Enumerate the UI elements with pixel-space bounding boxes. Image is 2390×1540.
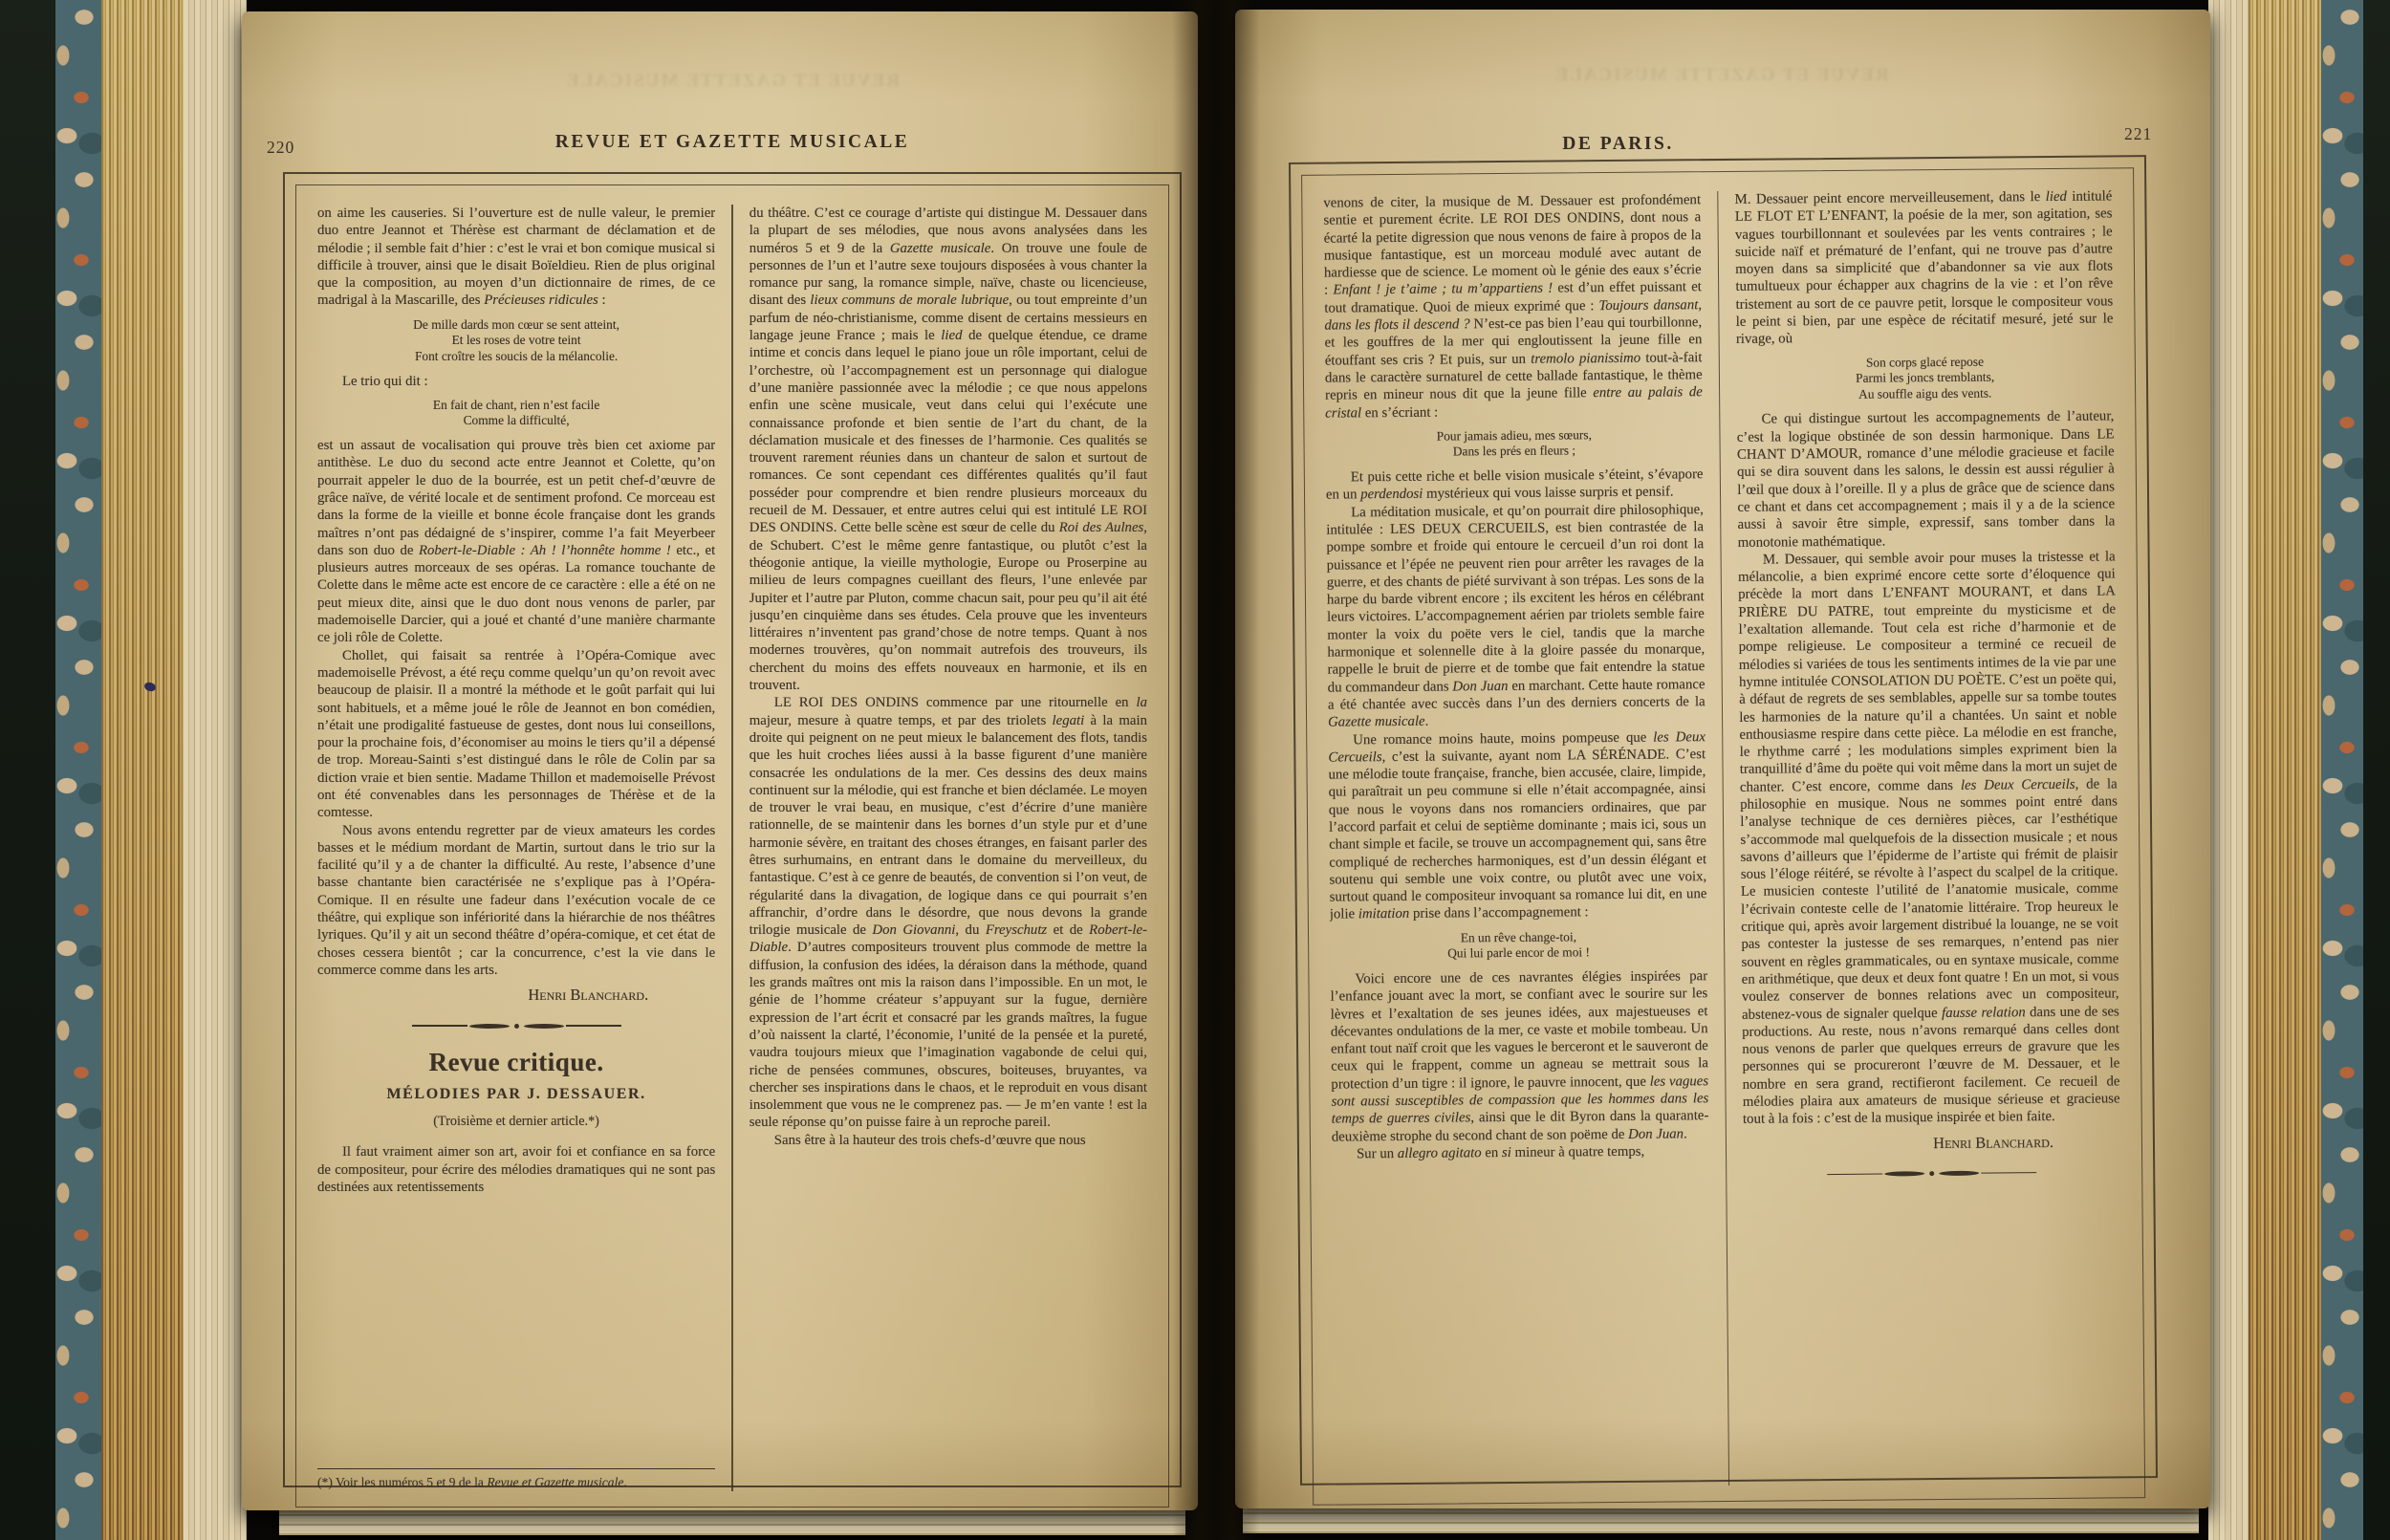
verse-quote: Pour jamais adieu, mes sœurs, Dans les prés en fleurs ;: [1436, 427, 1592, 459]
left-page-block-edges: [101, 0, 184, 1540]
paragraph: LE ROI DES ONDINS commence par une ritournelle en la majeur, mesure à quatre temps, et par des triolets legati à la main droite qui peignent on ne peut mieux le balancement des flots, tandis que les huit croches liées aussi à la basse figurent d’une manière consacrée les ondulations de la mer. Ces dessins des deux mains continuent sur la mélodie, qui est franche et bien déclamée. Le moyen de trouver le vrai beau, en musique, c’est d’écrire d’une manière rationnelle, de se maintenir dans les bornes d’un style pur et d’une harmonie sévère, en traitant des choses étranges, en faisant parler des êtres surhumains, en entrant dans le domaine du merveilleux, du fantastique. C’est à ce genre de beautés, de convention si l’on veut, de régularité dans la divagation, de logique dans ce qui pourrait s’en affranchir, d’ordre dans le désordre, que nous devons la grande trilogie musicale de Don Giovanni, du Freyschutz et de Robert-le-Diable. D’autres compositeurs trouvent plus commode de mettre la diffusion, la confusion des idées, la déraison dans la méthode, quand les grands maîtres ont mis la raison dans l’impossible. En un mot, le génie de l’homme créateur s’appuyant sur la fugue, dernière expression de l’art écrit et consacré par les grands maîtres, la fugue d’où naissent la clarté, l’économie, l’unité de la pensée et la pureté, vaudra toujours mieux que l’imagination vagabonde de celui qui, riche de pensées communes, obscures, boiteuses, bruyantes, va chercher ses inspirations dans le chaos, et le reproduit en vous disant insolemment que vous ne le comprenez pas. — Je m’en vante ! est la seule réponse qu’on puisse faire à un reproche pareil.: [749, 695, 1147, 1131]
running-title-right: DE PARIS.: [1562, 134, 1674, 154]
paragraph: Nous avons entendu regretter par de vieux amateurs les cordes basses et le médium mordant de Martin, surtout dans le trio sur la facilité qu’il y a de chanter la difficulté. Au reste, l’absence d’une basse chantante bien caractérisée ne s’explique pas à l’Opéra-Comique. Il en résulte une fadeur dans l’exécution vocale de ce théâtre, qui explique son infériorité dans la hiérarchie de nos théâtres lyriques. Qu’il y ait un second théâtre d’opéra-comique, et cet état de choses cessera bientôt ; car la concurrence, c’est la vie dans le commerce comme dans les arts.: [317, 822, 716, 978]
column-divider-rule: [1717, 191, 1729, 1486]
bleed-through-text: REVUE ET GAZETTE MUSICALE: [564, 71, 901, 91]
paragraph: M. Dessauer peint encore merveilleusement, dans le lied intitulé LE FLOT ET L’ENFANT, la poésie de la mer, son agitation, ses vagues tourbillonnant et soulevées par les vents contraires ; le suicide naïf et prématuré de l’enfant, qui ne trouve pas d’autre moyen dans sa simplicité que d’abandonner sa vie aux flots tumultueux pour échapper aux chagrins de la vie : et l’on rêve tristement au sort de ce pauvre petit, lorsque le compositeur vous le peint si bien, par une espèce de récitatif mesuré, jeté sur le rivage, où: [1734, 188, 2114, 348]
article-subtitle: MÉLODIES PAR J. DESSAUER.: [386, 1085, 646, 1102]
paragraph: venons de citer, la musique de M. Dessauer est profondément sentie et purement écrite. LE ROI DES ONDINS, dont nous a écarté la petite digression que nous venons de faire à propos de la musique fantastique, est un morceau modulé avec autant de hardiesse que de science. Le moment où le génie des eaux s’écrie : Enfant ! je t’aime ; tu m’appartiens ! est d’un effet puissant et tout dramatique. Quoi de mieux exprimé que : Toujours dansant, dans les flots il descend ? N’est-ce pas bien l’eau qui tourbillonne, et les gouffres de la mer qui engloutissent la jeune fille en étouffant ses cris ? Et puis, sur un tremolo pianissimo tout-à-fait dans le caractère surnaturel de cette ballade fantastique, le thème repris en mineur nous dit que la jeune fille entre au palais de cristal en s’écriant :: [1323, 192, 1703, 422]
footnote: (*) Voir les numéros 5 et 9 de la Revue et Gazette musicale.: [317, 1468, 715, 1491]
left-marbled-endpaper-edge: [55, 0, 101, 1540]
text-frame-left: [283, 172, 1182, 1490]
left-page: [242, 11, 1198, 1510]
paragraph: La méditation musicale, et qu’on pourrait dire philosophique, intitulée : LES DEUX CERCUEILS, est bien contrastée de la pompe sombre et froide qui entoure le cercueil d’un roi dont la puissance et l’épée ne peuvent rien pour arrêter les ravages de la guerre, et des chants de piété survivant à son trépas. Les sons de la harpe du barde vibrent encore ; ils excitent les héros en célébrant leurs victoires. L’accompagnement aérien par triolets semble faire monter la voix du poëte vers le ciel, tandis que la marche harmonique et solennelle dite à la gloire passée du monarque, rappelle le bruit de pierre et de tombe que fait entendre la statue du commandeur dans Don Juan en marchant. Cette haute romance a été chantée avec succès dans l’un des derniers concerts de la Gazette musicale.: [1326, 501, 1706, 730]
paragraph: Sans être à la hauteur des trois chefs-d’œuvre que nous: [773, 1132, 1086, 1148]
paragraph: Chollet, qui faisait sa rentrée à l’Opéra-Comique avec mademoiselle Prévost, a été reçu comme quelqu’un qu’on revoit avec beaucoup de plaisir. Il a montré la méthode et le goût parfait qui lui sont habituels, et a même joué le rôle de Jeannot en bon comédien, n’était une prodigalité fastueuse de gestes, dont nous lui conseillons, pour la prochaine fois, d’économiser au moins le tiers qu’il a dépensé de trop. Moreau-Sainti s’est distingué dans le rôle de Colin par sa diction vraie et bien sentie. Madame Thillon et mademoiselle Prévost ont été convenables dans les personnages de Thérèse et de la comtesse.: [317, 647, 716, 821]
section-divider-ornament: [317, 1024, 715, 1029]
right-book-cover: [2363, 0, 2390, 1540]
column-divider-rule: [731, 205, 733, 1491]
right-page: [1235, 10, 2210, 1508]
paragraph: Il faut vraiment aimer son art, avoir foi et confiance en sa force de compositeur, pour écrire des mélodies dramatiques qui ne sont pas destinées aux retentissements: [317, 1144, 716, 1196]
paragraph: Le trio qui dit :: [342, 373, 428, 389]
text-frame-inner-left: [295, 184, 1169, 1507]
verse-quote: Son corps glacé repose Parmi les joncs tremblants, Au souffle aigu des vents.: [1856, 354, 1995, 401]
text-frame-right: [1289, 155, 2158, 1486]
left-book-cover: [0, 0, 55, 1540]
running-title-left: REVUE ET GAZETTE MUSICALE: [554, 132, 910, 152]
author-signature: Henri Blanchard.: [528, 986, 649, 1005]
paragraph: Voici encore une de ces navrantes élégies inspirées par l’enfance jouant avec la mort, se confiant avec le sourire sur les lèvres et l’exaltation de ses jeunes idées, aux majestueuses et décevantes ondulations de la mer, ce vaste et mobile tombeau. Un enfant tout naïf croit que les vagues le berceront et le sauveront de ceux qui le frappent, comme un agneau se mettrait sous la protection d’un tigre : il ignore, le pauvre innocent, que les vagues sont aussi susceptibles de compassion que les hommes dans les temps de guerres civiles, ainsi que le dit Byron dans la quarante-deuxième strophe du second chant de son poëme de Don Juan.: [1330, 968, 1709, 1145]
author-signature: Henri Blanchard.: [1933, 1132, 2054, 1152]
verse-quote: En fait de chant, rien n’est facile Comme la difficulté,: [432, 397, 600, 428]
paragraph: Et puis cette riche et belle vision musicale s’éteint, s’évapore en un perdendosi mystérieux qui vous laisse surpris et pensif.: [1325, 466, 1704, 503]
left-page-column-1: [317, 205, 715, 1491]
paragraph: M. Dessauer, qui semble avoir pour muses la tristesse et la mélancolie, a bien exprimé encore cette sorte d’éloquence qui précède la mort dans L’ENFANT MOURANT, et dans LA PRIÈRE DU PATRE, tout empreinte du mysticisme et de l’exaltation allemande. Tout cela est riche d’harmonie et de pompe religieuse. Le compositeur a terminé ce recueil de mélodies si variées de tous les sentiments intimes de la vie par une hymne intitulée CONSOLATION DU POÈTE. C’est un poëte qui, à défaut de regrets de ses semblables, appelle sur sa tombe toutes les harmonies de la nature qu’il a chantées. Un saint et noble enthousiasme respire dans cette pièce. La mélodie en est franche, le rhythme carré ; les modulations simples expriment bien la tranquillité d’âme du poëte qui voit même dans la mort un sujet de chanter. C’est encore, comme dans les Deux Cercueils, de la philosophie en musique. Nous ne sommes point entré dans l’analyse technique de ces dernières pièces, car l’esthétique s’accommode mal quelquefois de la dissection musicale ; et nous savons d’ailleurs que l’épiderme de l’artiste qui frémit de plaisir sous l’éloge réitéré, se révolte à l’aspect du scalpel de la critique. Le musicien conteste l’utilité de l’anatomie musicale, comme l’écrivain conteste celle de l’anatomie littéraire. Trop heureux le critique qui, après avoir largement distribué la louange, ne se voit pas contester la justesse de ses remarques, n’entend pas nier souvent en règles grammaticales, ou en syntaxe musicale, comme en arithmétique, que deux et deux font quatre ! En un mot, si vous voulez conserver de bonnes relations avec un compositeur, abstenez-vous de signaler quelque fausse relation dans une de ses productions. Au reste, nous n’avons remarqué dans celles dont nous venons de parler que quelques erreurs de gravure que les personnes qui se procureront l’œuvre de M. Dessauer, et le nombre en sera grand, rectifieront facilement. Ce recueil de mélodies plaira aux amateurs de musique sérieuse et gracieuse tout à la fois : c’est de la musique inspirée et bien faite.: [1738, 549, 2120, 1128]
section-divider-ornament: [1744, 1169, 2121, 1177]
bleed-through-text: REVUE ET GAZETTE MUSICALE: [1554, 65, 1889, 85]
article-title: Revue critique.: [428, 1047, 604, 1076]
verse-quote: En un rêve change-toi, Qui lui parle encor de moi !: [1447, 929, 1590, 961]
left-fanned-page-edges: [184, 0, 247, 1540]
paragraph: Sur un allegro agitato en si mineur à quatre temps,: [1356, 1143, 1645, 1162]
right-page-block-edges: [2249, 0, 2321, 1540]
paragraph: Une romance moins haute, moins pompeuse que les Deux Cercueils, c’est la suivante, ayant nom LA SÉRÉNADE. C’est une mélodie toute française, franche, bien accusée, claire, limpide, qui paraîtrait un peu commune si elle n’était accompagnée, ainsi que nous le voyons dans nos romanciers ordinaires, que par l’accord parfait et celui de septième dominante ; mais ici, sous un chant simple et facile, se trouve un accompagnement qui, sans être compliqué de recherches harmoniques, est d’un dessin élégant et soutenu qui semble une voix contre, ou plutôt avec une voix, surtout quand le compositeur invoquant sa romance lui dit, en une jolie imitation prise dans l’accompagnement :: [1328, 728, 1707, 923]
right-marbled-endpaper-edge: [2321, 0, 2363, 1540]
paragraph: est un assaut de vocalisation qui prouve très bien cet axiome par antithèse. Le duo du second acte entre Jeannot et Colette, qu’on pourrait appeler le duo de la bourrée, est un petit chef-d’œuvre de grâce naïve, de vérité locale et de sentiment profond. Ce morceau est dans la forme de la vieille et bonne école française dont les grands maîtres n’ont pas dédaigné de s’inspirer, comme l’a fait Meyerbeer dans son duo de Robert-le-Diable : Ah ! l’honnête homme ! etc., et plusieurs autres morceaux de ses opéras. La romance touchante de Colette dans le même acte est encore de ce caractère : elle a été on ne peut mieux dite, ainsi que le duo dont nous venons de parler, par mademoiselle Darcier, qui a joué et chanté d’une manière charmante ce joli rôle de Colette.: [317, 438, 716, 646]
article-note: (Troisième et dernier article.*): [433, 1114, 599, 1130]
paragraph: on aime les causeries. Si l’ouverture est de nulle valeur, le premier duo entre Jeannot et Thérèse est charmant de déclamation et de mélodie ; il semble fait d’hier : c’est le vrai et bon comique musical si difficile à trouver, ainsi que le disait Boïeldieu. Rien de plus original que la composition, au moyen d’un dictionnaire de rimes, de ce madrigal à la Mascarille, des Précieuses ridicules :: [317, 206, 716, 309]
text-frame-inner-right: [1301, 167, 2145, 1506]
paragraph: du théâtre. C’est ce courage d’artiste qui distingue M. Dessauer dans la plupart de ses mélodies, que nous avons analysées dans les numéros 5 et 9 de la Gazette musicale. On trouve une foule de personnes de l’un et l’autre sexe toujours disposées à vous chanter la romance pur sang, la romance simple, naïve, chaste ou licencieuse, disant des lieux communs de morale lubrique, ou tout empreinte d’un parfum de néo-christianisme, comme disent de certains messieurs en langage jeune France ; mais le lied de quelque étendue, ce drame intime et concis dans lequel le piano joue un rôle important, celui de l’orchestre, où l’accompagnement est un personnage qui dialogue d’une manière passionnée avec la mélodie ; ce que nous appelons enfin une scène musicale, veut dans celui qui l’exécute une connaissance profonde et bien sentie de l’art du chant, de la déclamation musicale et des finesses de l’harmonie. Ces qualités se trouvent rarement réunies dans un chanteur de salon et surtout de romances. Ce sont cependant ces différentes qualités qu’il faut posséder pour comprendre et bien rendre plusieurs morceaux du recueil de M. Dessauer, et entre autres celui qui est intitulé LE ROI DES ONDINS. Cette belle scène est sœur de celle du Roi des Aulnes, de Schubert. C’est le même genre fantastique, ou plutôt c’est la théogonie antique, la vieille mythologie, Europe ou Proserpine au milieu de leurs compagnes cueillant des fleurs, l’une enlevée par Jupiter et l’autre par Pluton, comme chacun sait, pour peu qu’il ait été jusqu’en cinquième dans ses études. Cela prouve que les inventeurs littéraires n’inventent pas grand’chose de notre temps. Quant à nos modernes trouvères, qu’on nommait autrefois des trouveurs, ils cherchent du moins des effets nouveaux en harmonie, et ils en trouvent.: [749, 206, 1147, 694]
left-page-column-2: [750, 205, 1147, 1491]
right-page-column-1: [1323, 191, 1712, 1488]
right-page-column-2: [1735, 187, 2124, 1485]
verse-quote: De mille dards mon cœur se sent atteint, Et les roses de votre teint Font croître les soucis de la mélancolie.: [413, 316, 619, 363]
page-number-left: 220: [267, 138, 295, 157]
bottom-page-stack-left: [279, 1510, 1185, 1535]
paragraph: Ce qui distingue surtout les accompagnements de l’auteur, c’est la logique obstinée de son dessin harmonique. Dans LE CHANT D’AMOUR, romance d’une mélodie gracieuse et facile qui se dira souvent dans les salons, le dessin est aussi régulier à l’œil que doux à l’oreille. Il y a plus de grâce que de science dans ce chant et dans cet accompagnement ; mais il y a de la science aussi à savoir être simple, expressif, sans tomber dans la monotonie mathématique.: [1736, 408, 2116, 551]
right-fanned-page-edges: [2208, 0, 2249, 1540]
book-gutter-shadow: [1172, 0, 1260, 1540]
page-number-right: 221: [2124, 124, 2153, 143]
bottom-page-stack-right: [1243, 1508, 2199, 1533]
